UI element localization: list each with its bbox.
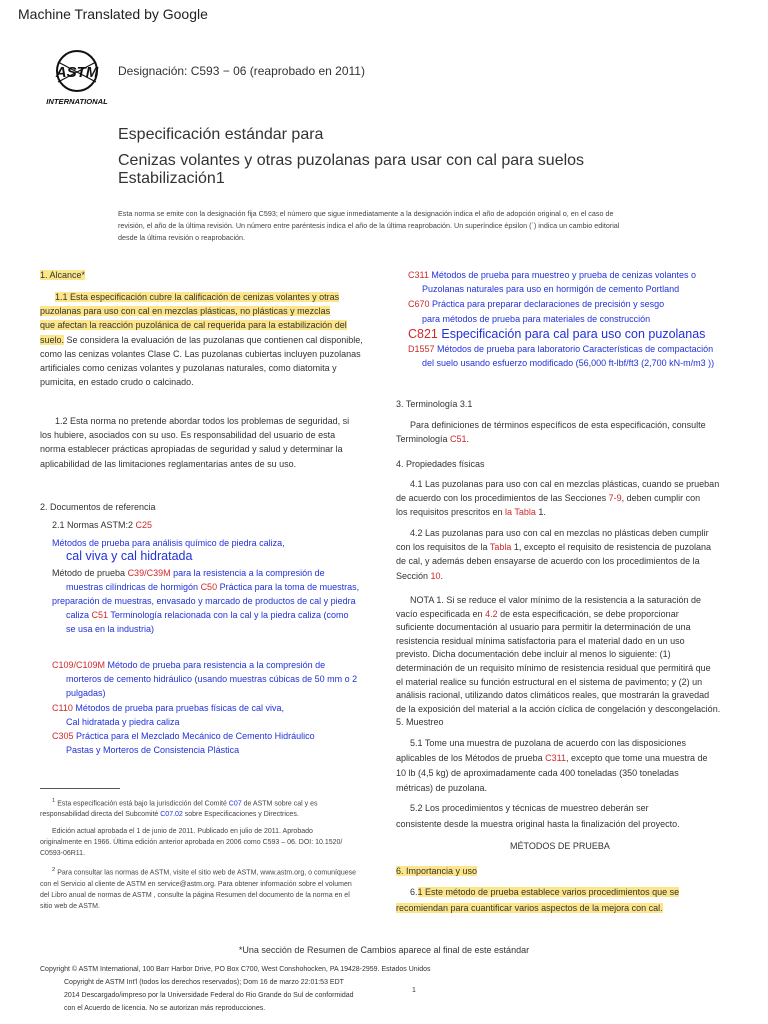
text-line: 4.1 Las puzolanas para uso con cal en mezclas plásticas, cuando se prueban [410,479,720,489]
license-line: 2014 Descargado/impreso por la Universidade Federal do Rio Grande do Sul de conformidad [64,992,354,999]
text-line: resistencia residual mínima satisfactoria para el material dado en un uso [396,635,685,646]
scope-heading-highlight: 1. Alcance* [40,270,86,280]
ref-title-c39-cont[interactable]: muestras cilíndricas de hormigón [66,581,201,592]
text-run: 6. [410,887,418,897]
text-run: vacío especificada en [396,608,486,619]
title-line-3: Estabilización1 [118,170,225,187]
highlight-line: recomiendan para cuantificar varios aspectos de la mejora con cal. [396,903,663,913]
ref-link-c50[interactable]: C50 [200,581,218,592]
ref-title-c25-cont[interactable]: cal viva y cal hidratada [66,549,193,564]
text-run: Terminología [396,434,451,445]
ref-link-c305[interactable]: C305 [52,731,74,742]
ref-title-c50-end[interactable]: caliza [66,610,92,621]
ref-link-c821[interactable]: C821 [408,326,438,341]
footnote-line: Para consultar las normas de ASTM, visite el sitio web de ASTM, www.astm.org, o comuníquese [57,869,356,877]
title-line-1: Especificación estándar para [118,126,324,143]
ref-title-c25[interactable]: Métodos de prueba para análisis químico de piedra caliza, [52,538,285,549]
license-notice [64,976,404,1015]
ref-link-c109[interactable]: C109/C109M [52,660,106,670]
ref-link-c51-term[interactable]: C51 [450,434,467,445]
fn-link-c0702[interactable]: C07.02 [160,811,183,819]
title-main [118,152,718,188]
text-run: de esta especificación, se debe proporcionar [497,608,679,619]
paragraph-3-1 [396,418,746,446]
page-number: 1 [412,987,416,994]
text-line: norma establecer prácticas apropiadas de seguridad y salud y determinar la [40,444,343,455]
highlight-line: 1 Este método de prueba establece varios procedimientos que se [417,887,680,897]
ref-title-c110[interactable]: Métodos de prueba para pruebas físicas de cal viva, [72,702,284,713]
text-run: , excepto que tome una muestra de [565,753,708,763]
text-run: 2.1 Normas ASTM:2 [52,520,136,530]
text-run: de acuerdo con los procedimientos de las Secciones [396,493,609,504]
intro-note-line: Esta norma se emite con la designación fija C593; el número que sigue inmediatamente a la designación indica el año de adopción original o, en el caso de [118,209,614,218]
ref-title-c670[interactable]: Práctica para preparar declaraciones de precisión y sesgo [429,299,665,310]
text-line: análisis racional, utilizando datos climáticos reales, que mostrarán la gravedad [396,690,710,701]
text-run: los requisitos prescritos en [396,507,506,518]
footnote-line: originalmente en 1966. Última edición anterior aprobada en 2006 como C593 – 06. DOI: 10.1520/ [40,839,343,847]
footnote-divider [40,788,120,789]
section-5-heading: 5. Muestreo [396,717,444,727]
text-line: Para definiciones de términos específicos de esta especificación, consulte [410,420,706,430]
highlight-line: puzolanas para uso con cal en mezclas plásticas, no plásticas y mezclas [40,306,331,317]
text-run: Método de prueba [52,567,128,578]
ref-title-c311-cont[interactable]: Puzolanas naturales para uso en hormigón de cemento Portland [422,284,680,295]
text-line: los hubiere, asociados con su uso. Es responsabilidad del usuario de esta [40,430,336,441]
translation-banner: Machine Translated by Google [18,6,208,22]
importance-heading-highlight: 6. Importancia y uso [396,866,478,876]
ref-title-c821[interactable]: Especificación para cal para uso con puzolanas [437,326,706,341]
text-run: de ASTM sobre cal y es [241,800,318,808]
text-line: consistente desde la muestra original hasta la finalización del proyecto. [396,819,680,829]
paragraph-6-1 [396,884,746,916]
footnote-line: con el Servicio al cliente de ASTM en service@astm.org. Para obtener información sobre el volumen [40,880,352,888]
ref-title-c305-cont[interactable]: Pastas y Morteros de Consistencia Plástica [66,745,240,756]
text-line: NOTA 1. Si se reduce el valor mínimo de la resistencia a la saturación de [410,595,701,605]
highlight-line: suelo. [40,334,65,345]
ref-link-c311-sampling[interactable]: C311 [545,753,566,763]
astm-logo [44,48,110,108]
text-line: 1.2 Esta norma no pretende abordar todos los problemas de seguridad, si [55,416,350,426]
ref-title-c51[interactable]: Terminología relacionada con la cal y la piedra caliza (como [108,610,349,621]
ref-link-c51[interactable]: C51 [91,610,109,621]
text-line: 10 lb (4,5 kg) de aproximadamente cada 400 toneladas (350 toneladas [396,768,679,778]
section-4-heading: 4. Propiedades físicas [396,459,485,469]
intro-note-line: desde la última revisión o reaprobación. [118,233,246,242]
paragraph-4-1 [396,477,746,520]
ref-title-c670-cont[interactable]: para métodos de prueba para materiales de construcción [422,313,651,324]
text-line: el material realice su función estructural en el sistema de pavimento; y (2) un [396,676,703,687]
text-line: 5.1 Tome una muestra de puzolana de acuerdo con las disposiciones [410,738,687,748]
text-run: aplicables de los Métodos de prueba [396,753,546,763]
text-line: determinación de un requisito mínimo de resistencia residual que permitirá que [396,662,711,673]
text-run: sobre Especificaciones y Directrices. [182,811,299,819]
text-run: . [466,434,470,445]
text-line: artificiales como cenizas volantes y puzolanas naturales, como diatomita y [40,363,337,374]
license-line: Copyright de ASTM Int'l (todos los derechos reservados); Dom 16 de marzo 22:01:53 EDT [64,979,344,986]
designation: Designación: C593 − 06 (reaprobado en 2011) [118,64,365,78]
footnote-line: sitio web de ASTM. [40,902,100,910]
ref-title-c39[interactable]: para la resistencia a la compresión de [170,567,325,578]
text-line: de cal, y además deben ensayarse de acuerdo con los procedimientos de la [396,556,700,567]
text-run: Sección [396,570,431,581]
ref-title-c51-cont[interactable]: se usa en la industria) [66,624,155,635]
references-list-2 [52,658,382,757]
text-line: 4.2 Las puzolanas para uso con cal en mezclas no plásticas deben cumplir [410,528,709,538]
footnote-marker: 2 [52,867,56,874]
footnote-line: C0593-06R11. [40,850,86,858]
text-run: 1. [535,507,546,518]
ref-link-c39[interactable]: C39/C39M [127,567,171,578]
summary-note: *Una sección de Resumen de Cambios aparece al final de este estándar [238,945,530,955]
text-run: . [440,570,444,581]
section-link-4-2[interactable]: 4.2 [485,608,498,619]
text-run: Esta especificación está bajo la jurisdicción del Comité [57,800,229,808]
ref-link-c311[interactable]: C311 [408,270,429,280]
table-link-1[interactable]: la Tabla [505,507,536,518]
copyright-line: Copyright © ASTM International, 100 Barr Harbor Drive, PO Box C700, West Conshohocken, PA 19428-2959. Estados Unidos [40,966,431,973]
text-run: 1, excepto el requisito de resistencia de puzolana [511,542,712,553]
ref-title-d1557[interactable]: Métodos de prueba para laboratorio Características de compactación [434,344,714,355]
table-link-1b[interactable]: Tabla [489,542,512,553]
ref-title-c311[interactable]: Métodos de prueba para muestreo y prueba de cenizas volantes o [428,270,697,280]
license-line: con el Acuerdo de licencia. No se autorizan más reproducciones. [64,1005,266,1012]
ref-title-c110-cont[interactable]: Cal hidratada y piedra caliza [66,716,180,727]
highlight-line: 1.1 Esta especificación cubre la calificación de cenizas volantes y otras [55,292,340,302]
section-link-10[interactable]: 10 [430,570,441,581]
text-line: como las cenizas volantes Clase C. Las puzolanas cubiertas incluyen puzolanas [40,348,361,359]
section-2-heading: 2. Documentos de referencia [40,502,156,512]
ref-title-c109-end[interactable]: pulgadas) [66,688,106,699]
intro-note-line: revisión, el año de la última revisión. Un número entre paréntesis indica el año de la última reaprobación. Un superíndice épsilon (´) indica un cambio editorial [118,221,620,230]
ref-title-c305[interactable]: Práctica para el Mezclado Mecánico de Cemento Hidráulico [73,731,315,742]
text-line: 5.2 Los procedimientos y técnicas de muestreo deberán ser [410,803,649,813]
text-line: métricas) de puzolana. [396,783,488,793]
text-line: de la exposición del material a la acción cíclica de congelación y descongelación. [396,703,721,714]
footnote-1 [40,796,380,912]
text-line: pumicita, en estado crudo o calcinado. [40,377,194,388]
text-line: aplicabilidad de las limitaciones reglamentarias antes de su uso. [40,458,297,469]
ref-link-d1557[interactable]: D1557 [408,344,435,355]
logo-text-top: ASTM [55,64,99,81]
section-1-heading [40,268,85,282]
section-link-7-9[interactable]: 7-9 [608,493,622,504]
ref-link-c670[interactable]: C670 [408,299,430,310]
references-list-right [408,268,748,370]
section-3-heading: 3. Terminología 3.1 [396,399,473,409]
text-line: suficiente documentación al usuario para permitir la determinación de una [396,622,691,633]
logo-text-bottom: INTERNATIONAL [46,97,108,106]
ref-title-c50-cont[interactable]: preparación de muestras, envasado y marcado de productos de cal y piedra [52,596,356,607]
paragraph-1-2 [40,414,380,471]
ref-title-c109[interactable]: Método de prueba para resistencia a la compresión de [105,660,326,670]
section-6-heading [396,864,477,878]
text-run: con los requisitos de la [396,542,490,553]
text-run: Se considera la evaluación de las puzolanas que contienen cal disponible, [64,334,363,345]
fn-link-c07[interactable]: C07 [228,800,242,808]
paragraph-1-1 [40,290,380,389]
ref-title-c50[interactable]: Práctica para la toma de muestras, [217,581,360,592]
footnote-line: Edición actual aprobada el 1 de junio de 2011. Publicado en julio de 2011. Aprobado [52,828,313,836]
title-line-2: Cenizas volantes y otras puzolanas para usar con cal para suelos [118,152,585,169]
footnote-line: del Libro anual de normas de ASTM , consulte la página Resumen del documento de la norma en el [40,891,350,899]
test-methods-heading: MÉTODOS DE PRUEBA [510,841,610,851]
intro-note [118,208,638,244]
references-list [52,518,382,637]
ref-title-d1557-cont[interactable]: del suelo usando esfuerzo modificado (56,000 ft-lbf/ft3 (2,700 kN-m/m3 )) [422,358,715,369]
highlight-line: que afectan la reacción puzolánica de cal requerida para la estabilización del [40,320,347,331]
text-run: responsabilidad directa del Subcomité [40,811,161,819]
text-run: , deben cumplir con [621,493,701,504]
ref-link-c25[interactable]: C25 [135,520,153,530]
footnote-marker: 1 [52,798,56,804]
paragraph-5-1 [396,736,746,796]
note-1 [396,594,746,716]
ref-link-c110[interactable]: C110 [52,702,73,713]
text-line: previsto. Dicha documentación debe incluir al menos lo siguiente: (1) [396,649,671,660]
ref-title-c109-cont[interactable]: morteros de cemento hidráulico (usando muestras cúbicas de 50 mm o 2 [66,674,358,685]
paragraph-4-2 [396,526,746,583]
paragraph-5-2 [396,800,746,832]
